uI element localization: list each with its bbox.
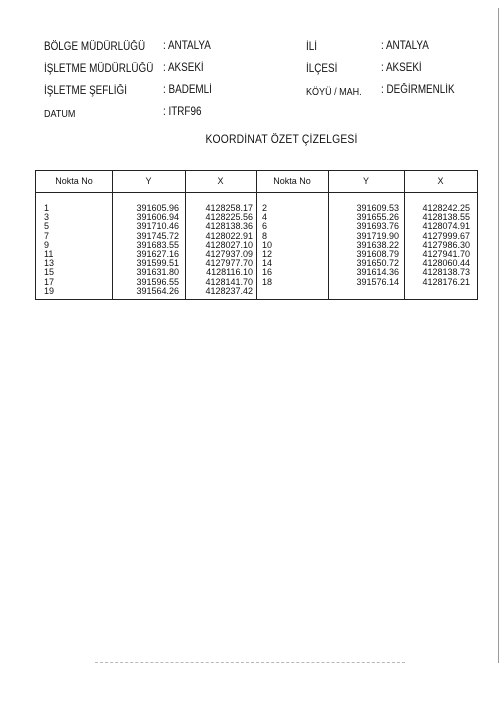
cell-y: 391609.53 — [356, 203, 399, 213]
cell-nokta-no: 12 — [262, 249, 273, 259]
document-title — [0, 134, 503, 146]
cell-y: 391605.96 — [136, 203, 179, 213]
cell-y: 391655.26 — [356, 212, 399, 223]
col-header-nokta-no: Nokta No — [55, 176, 93, 186]
cell-y: 391683.55 — [136, 239, 179, 250]
col-header-nokta-no-2: Nokta No — [273, 176, 311, 186]
cell-x: 4127941.70 — [422, 249, 470, 259]
cell-y: 391710.46 — [136, 221, 179, 232]
header-value-bolge: : ANTALYA — [163, 40, 211, 52]
cell-y: 391614.36 — [356, 267, 399, 278]
col-divider — [256, 171, 257, 299]
cell-y: 391576.14 — [356, 276, 399, 287]
col-divider — [112, 171, 113, 299]
cell-nokta-no: 16 — [262, 267, 273, 278]
cell-nokta-no: 8 — [262, 230, 268, 241]
cell-nokta-no: 15 — [44, 267, 55, 278]
cell-x: 4128074.91 — [422, 221, 470, 232]
cell-x: 4128138.36 — [205, 221, 253, 232]
cell-x: 4128027.10 — [205, 239, 253, 250]
cell-nokta-no: 3 — [44, 212, 50, 223]
header-label-ilcesi: İLÇESİ — [306, 63, 338, 75]
cell-nokta-no: 14 — [262, 258, 273, 269]
cell-x: 4127999.67 — [422, 230, 470, 241]
cell-x: 4128258.17 — [205, 203, 253, 213]
cell-nokta-no: 10 — [262, 239, 273, 250]
cell-x: 4127937.09 — [205, 249, 253, 259]
header-value-koyu-mah: : DEĞİRMENLİK — [381, 84, 455, 96]
cell-x: 4127977.70 — [205, 258, 253, 269]
cell-x: 4128138.55 — [422, 212, 470, 223]
cell-x: 4128022.91 — [205, 230, 253, 241]
cell-nokta-no: 17 — [44, 276, 55, 287]
col-divider — [328, 171, 329, 299]
cell-y: 391606.94 — [136, 212, 179, 223]
cell-x: 4128138.73 — [422, 267, 470, 278]
cell-y: 391627.16 — [136, 249, 179, 259]
header-value-isletme-sefligi: : BADEMLİ — [163, 84, 212, 96]
col-divider — [404, 171, 405, 299]
header-value-ilcesi: : AKSEKİ — [381, 62, 422, 74]
header-label-bolge: BÖLGE MÜDÜRLÜĞÜ — [44, 41, 146, 53]
col-header-x-2: X — [437, 176, 444, 186]
document-title-text: KOORDİNAT ÖZET ÇİZELGESİ — [205, 134, 358, 146]
header-label-datum: DATUM — [44, 108, 76, 120]
cell-nokta-no: 2 — [262, 203, 268, 213]
cell-y: 391745.72 — [136, 230, 179, 241]
header-label-isletme-sefligi: İŞLETME ŞEFLİĞİ — [44, 85, 127, 97]
cell-y: 391638.22 — [356, 239, 399, 250]
cell-y: 391650.72 — [356, 258, 399, 269]
cell-y: 391719.90 — [356, 230, 399, 241]
header-label-ili: İLİ — [306, 41, 318, 53]
cell-y: 391608.79 — [356, 249, 399, 259]
cell-y: 391599.51 — [136, 258, 179, 269]
cell-y: 391596.55 — [136, 276, 179, 287]
cell-x: 4127986.30 — [422, 239, 470, 250]
header-value-ili: : ANTALYA — [381, 40, 429, 52]
cell-x: 4128176.21 — [422, 276, 470, 287]
cell-y: 391564.26 — [136, 285, 179, 296]
cell-y: 391631.80 — [136, 267, 179, 278]
page-edge — [498, 8, 499, 663]
cell-nokta-no: 5 — [44, 221, 50, 232]
cell-nokta-no: 6 — [262, 221, 268, 232]
col-divider — [185, 171, 186, 299]
col-header-x: X — [217, 176, 224, 186]
cell-x: 4128237.42 — [205, 285, 253, 296]
cell-nokta-no: 9 — [44, 239, 50, 250]
cell-nokta-no: 13 — [44, 258, 55, 269]
header-label-isletme-mudurlugu: İŞLETME MÜDÜRLÜĞÜ — [44, 63, 154, 75]
cell-x: 4128060.44 — [422, 258, 470, 269]
cell-nokta-no: 18 — [262, 276, 273, 287]
cell-nokta-no: 11 — [44, 249, 54, 259]
cell-x: 4128242.25 — [422, 203, 470, 213]
cell-y: 391693.76 — [356, 221, 399, 232]
col-header-y: Y — [145, 176, 152, 186]
cell-nokta-no: 1 — [44, 203, 50, 213]
cell-nokta-no: 7 — [44, 230, 50, 241]
cell-x: 4128116.10 — [206, 267, 253, 278]
header-value-isletme-mudurlugu: : AKSEKİ — [163, 62, 204, 74]
cell-x: 4128225.56 — [205, 212, 253, 223]
header-label-koyu-mah: KÖYÜ / MAH. — [306, 86, 362, 98]
cell-x: 4128141.70 — [205, 276, 253, 287]
coordinate-table — [35, 170, 478, 300]
cell-nokta-no: 19 — [44, 285, 55, 296]
page-bottom-edge — [95, 662, 405, 663]
col-header-y-2: Y — [362, 176, 369, 186]
cell-nokta-no: 4 — [262, 212, 268, 223]
header-value-datum: : ITRF96 — [163, 106, 202, 118]
